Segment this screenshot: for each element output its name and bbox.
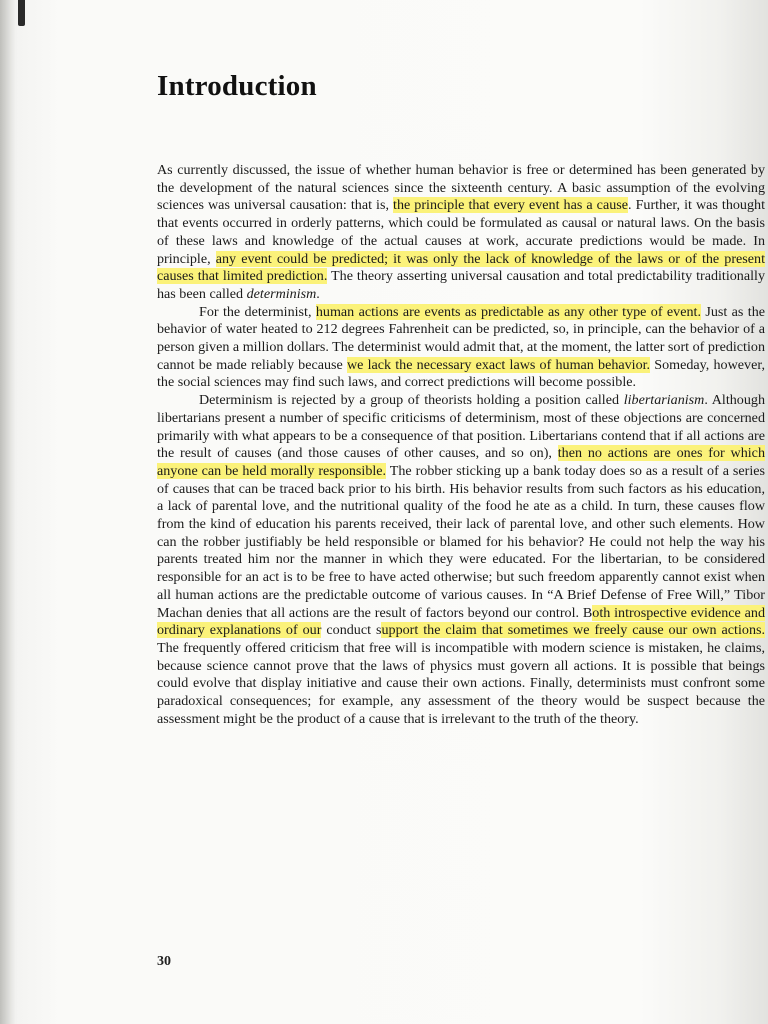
text-run: Someday, however, the social sciences may find such laws, and correct predictions will become possible. bbox=[157, 356, 765, 391]
paragraph-2 bbox=[157, 304, 765, 393]
text-run: The robber sticking up a bank today does so as a result of a series of causes that can be traced back prior to his birth. His behavior results from such factors as his education, a lack of parental love, and the nutritional quality of the food he ate as a child. In turn, these causes flow from the kind of education his parents received, their lack of parental love, and other such elements. How can the robber justifiably be held responsible or blamed for his behavior? He could not help the way his parents treated him nor the manner in which they were educated. For the libertarian, to be considered responsible for an act is to be free to have acted otherwise; but such freedom apparently cannot exist when all human actions are the predictable outcome of various causes. In “A Brief Defense of Free Will,” Tibor Machan denies that all actions are the result of factors beyond our control. B bbox=[157, 462, 765, 621]
highlight: oth introspective evidence and ordinary explanations of our bbox=[157, 604, 765, 639]
text-run: Determinism is rejected by a group of theorists holding a position called bbox=[199, 392, 624, 409]
paragraph-3 bbox=[157, 392, 765, 728]
highlight: any event could be predicted; it was only the lack of knowledge of the laws or of the present causes that limited prediction. bbox=[157, 250, 766, 285]
text-run: Just as the behavior of water heated to 212 degrees Fahrenheit can be predicted, so, in principle, can the behavior of a person given a million dollars. The determinist would admit that, at the moment, the latter sort of prediction cannot be made reliably because bbox=[157, 303, 765, 373]
paragraph-1 bbox=[157, 162, 765, 304]
text-run: . Although libertarians present a number of specific criticisms of determinism, most of these objections are concerned primarily with what appears to be a consequence of that position. Libertarians contend that if all actions are the result of causes (and those causes of other causes, and so on), bbox=[157, 392, 765, 462]
highlight: upport the claim that sometimes we freely cause our own actions. bbox=[381, 622, 765, 639]
highlight: then no actions are ones for which anyone can be held morally responsible. bbox=[157, 445, 765, 479]
page-number: 30 bbox=[157, 954, 171, 969]
text-run: The frequently offered criticism that free will is incompatible with modern science is mistaken, he claims, because science cannot prove that the laws of physics must govern all actions. It is possible that beings could evolve that display initiative and cause their own actions. Finally, determinists must confront some paradoxical consequences; for example, any assessment of the theory would be suspect because the assessment might be the product of a cause that is irrelevant to the truth of the theory. bbox=[157, 639, 765, 727]
highlight: human actions are events as predictable as any other type of event. bbox=[315, 303, 701, 320]
term-determinism: determinism bbox=[246, 285, 317, 302]
text-run: As currently discussed, the issue of whether human behavior is free or determined has been generated by the development of the natural sciences since the sixteenth century. A basic assumption of the evolving sciences was universal causation: that is, bbox=[157, 162, 765, 214]
text-run: The theory asserting universal causation and total predictability traditionally has been called bbox=[157, 268, 765, 302]
text-run: . Further, it was thought that events occurred in orderly patterns, which could be formulated as causal or natural laws. On the basis of these laws and knowledge of the actual causes at work, accurate predictions would be made. In principle, bbox=[157, 197, 765, 267]
term-libertarianism: libertarianism bbox=[623, 392, 705, 409]
text-run: For the determinist, bbox=[199, 303, 316, 320]
highlight: the principle that every event has a cause bbox=[393, 197, 628, 214]
highlight: we lack the necessary exact laws of human behavior. bbox=[346, 356, 651, 373]
chapter-title: Introduction bbox=[157, 70, 317, 102]
page-tab-mark bbox=[18, 0, 25, 26]
text-run: . bbox=[316, 285, 320, 302]
body-text bbox=[157, 162, 765, 729]
book-spine bbox=[0, 0, 16, 1024]
text-run: conduct s bbox=[321, 622, 382, 639]
